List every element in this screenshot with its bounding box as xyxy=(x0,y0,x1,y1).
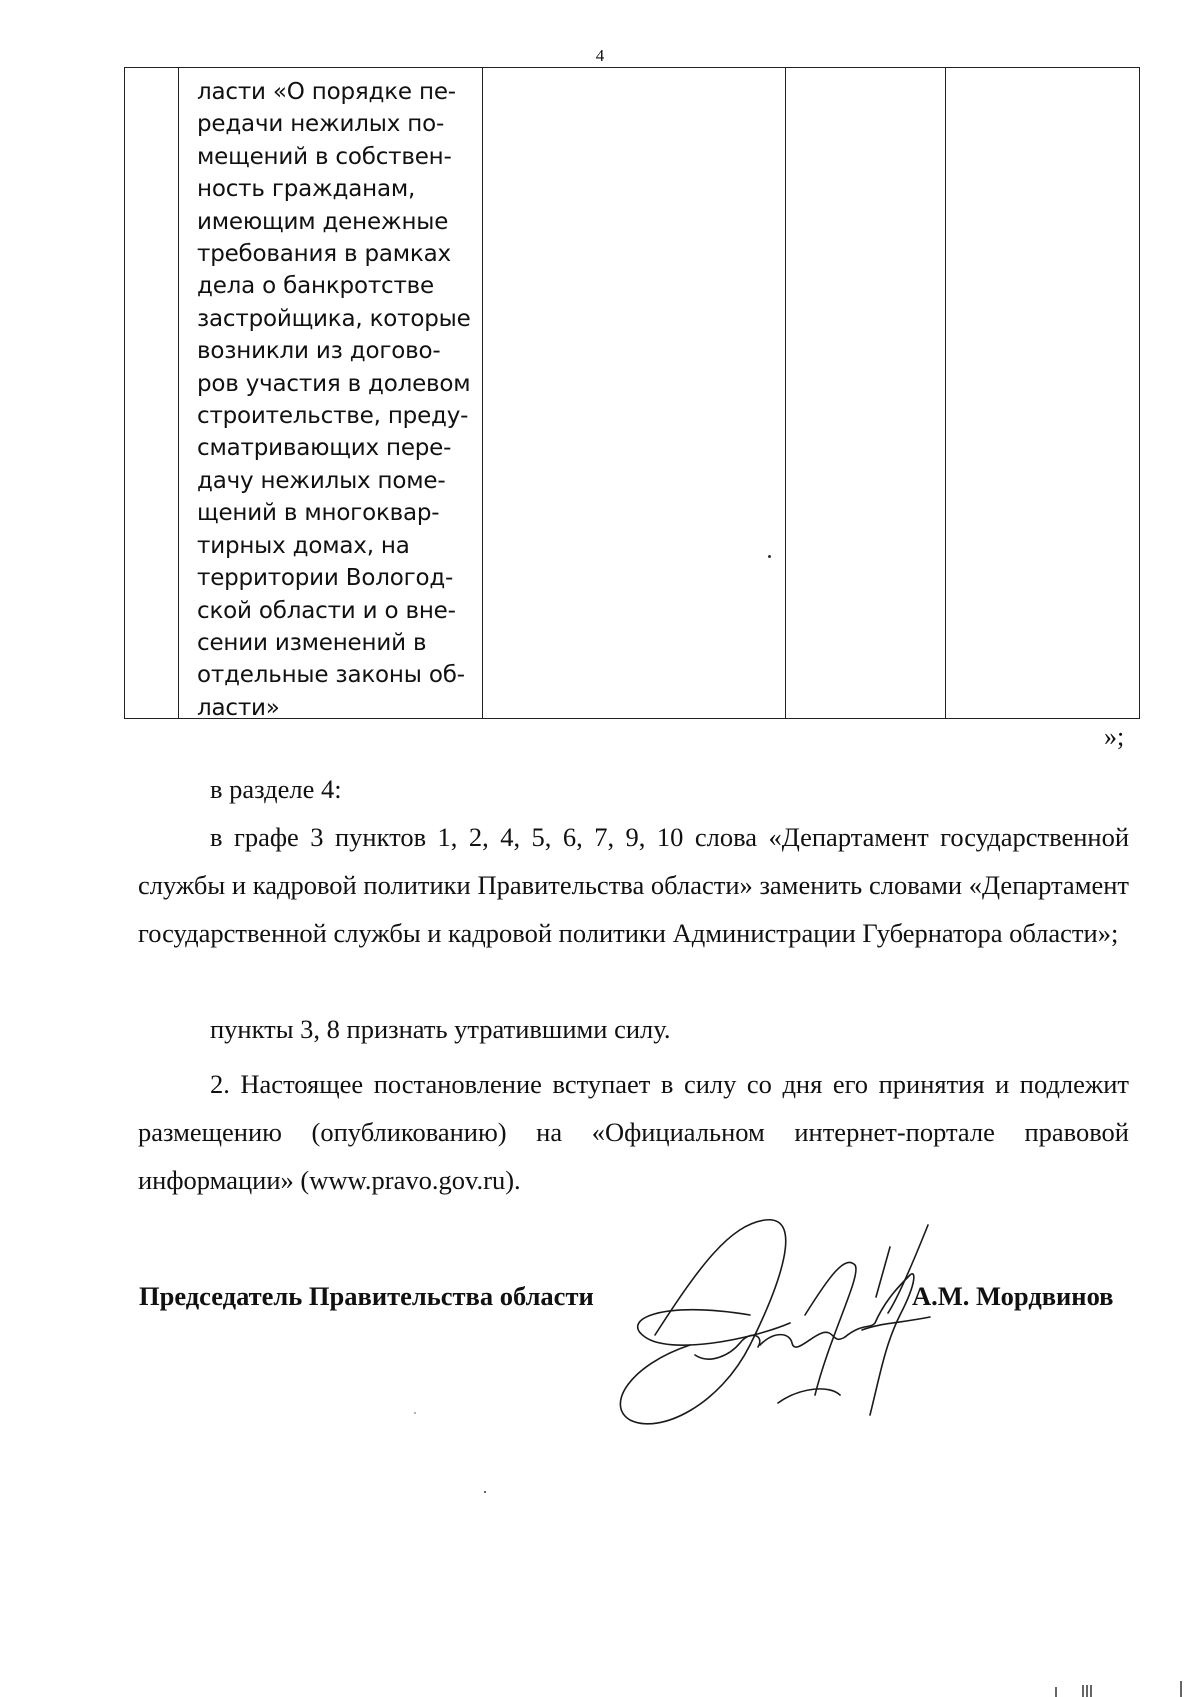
table-cell-line: дачу нежилых поме- xyxy=(197,467,446,494)
closing-quote: »; xyxy=(1104,722,1125,751)
signer-name: А.М. Мордвинов xyxy=(912,1281,1114,1311)
handwritten-signature xyxy=(600,1205,980,1445)
table-cell-line: тирных домах, на xyxy=(197,532,410,559)
page-number: 4 xyxy=(595,46,605,65)
table-cell-line: сматривающих пере- xyxy=(197,435,452,462)
scan-edge-marks xyxy=(1050,1677,1200,1697)
table-cell-line: требования в рамках xyxy=(197,241,451,268)
table-cell-line: строительстве, преду- xyxy=(197,403,469,430)
scan-speck xyxy=(768,555,771,558)
table-cell-line: мещений в собствен- xyxy=(197,143,452,170)
table-cell-line: территории Вологод- xyxy=(197,565,454,592)
table-column-divider-1 xyxy=(178,68,179,718)
document-table xyxy=(124,67,1140,719)
paragraph-replacement: в графе 3 пунктов 1, 2, 4, 5, 6, 7, 9, 10 слова «Департамент государственной службы и кадровой политики Правительства области» заменить словами «Департамент государственной службы и кадровой политики Администрации Губернатора области»; xyxy=(138,822,1129,948)
table-cell-line: ласти «О порядке пе- xyxy=(197,79,456,105)
paragraph-section-4: в разделе 4: xyxy=(210,774,342,804)
table-cell-line: возникли из догово- xyxy=(197,338,441,365)
scan-speck xyxy=(414,1412,416,1414)
table-cell-line: дела о банкротстве xyxy=(197,273,434,300)
table-cell-line: щений в многоквар- xyxy=(197,500,440,527)
table-cell-line: ров участия в долевом xyxy=(197,370,471,397)
table-cell-line: застройщика, которые xyxy=(197,305,471,332)
table-cell-line: имеющим денежные xyxy=(197,208,449,235)
paragraph-repeal: пункты 3, 8 признать утратившими силу. xyxy=(210,1014,671,1044)
table-column-divider-3 xyxy=(785,68,786,718)
table-cell-line: отдельные законы об- xyxy=(197,662,465,689)
table-cell-line: ской области и о вне- xyxy=(197,597,456,624)
signer-title: Председатель Правительства области xyxy=(139,1281,594,1311)
table-cell-line: редачи нежилых по- xyxy=(197,111,445,138)
scan-speck xyxy=(484,1491,486,1493)
table-cell-text xyxy=(197,76,487,724)
paragraph-effective: 2. Настоящее постановление вступает в силу со дня его принятия и подлежит размещению (опубликованию) на «Официальном интернет-портале правовой информации» (www.pravo.gov.ru). xyxy=(138,1069,1129,1195)
table-cell-line: сении изменений в xyxy=(197,629,427,656)
table-column-divider-4 xyxy=(945,68,946,718)
table-cell-line: ласти» xyxy=(197,694,280,721)
table-cell-line: ность гражданам, xyxy=(197,176,416,203)
